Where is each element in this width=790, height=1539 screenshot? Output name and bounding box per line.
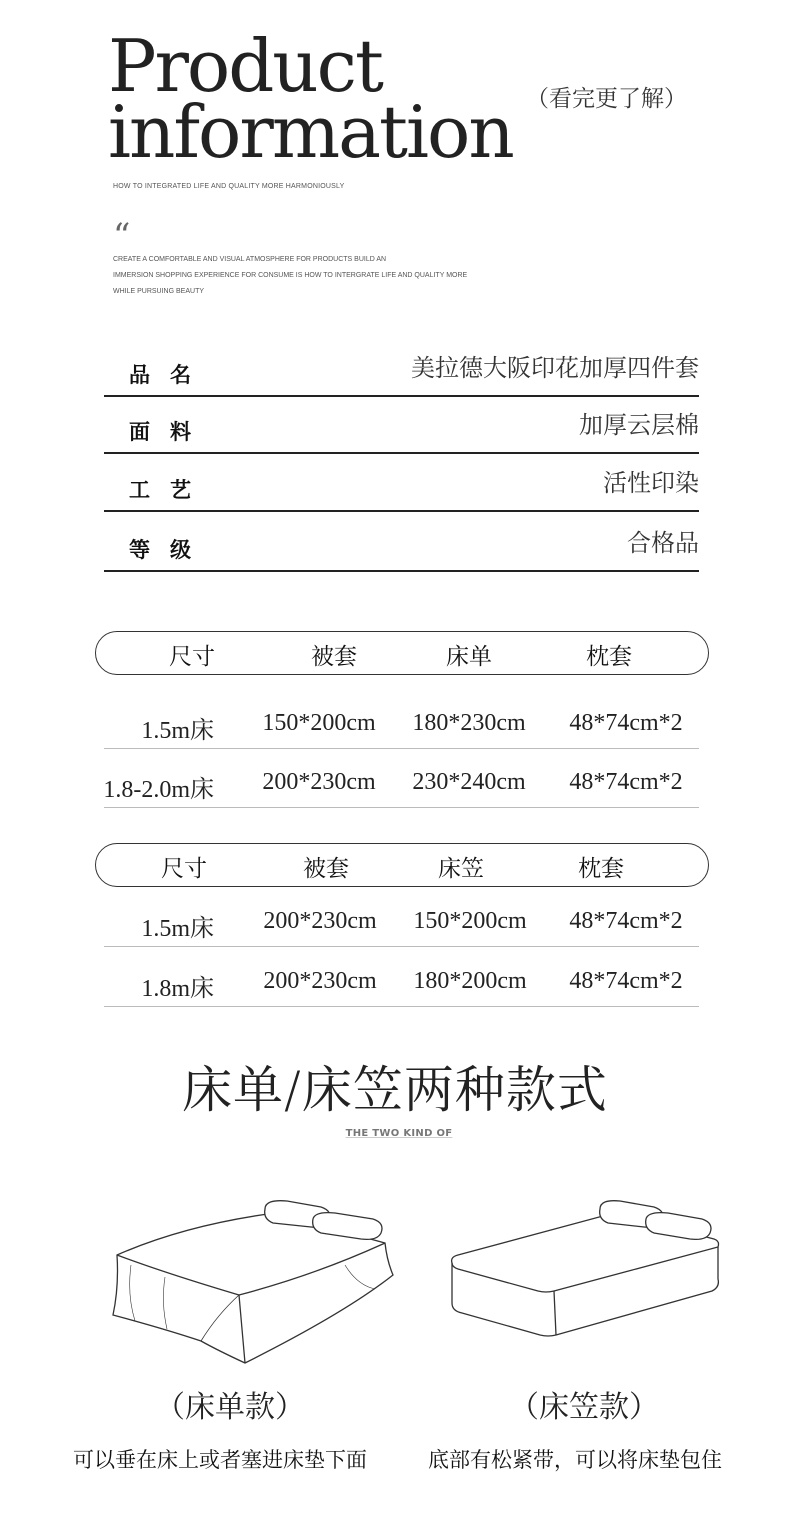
cell-pillowcase: 48*74cm*2	[569, 710, 683, 736]
info-row-craft	[104, 452, 699, 512]
table-row	[104, 749, 699, 808]
styles-title: 床单/床笠两种款式	[182, 1061, 608, 1119]
header-duvet: 被套	[303, 856, 349, 882]
header-pillowcase: 枕套	[586, 644, 632, 670]
info-label: 等级	[129, 538, 211, 562]
cell-pillowcase: 48*74cm*2	[569, 968, 683, 994]
flat-sheet-desc: 可以垂在床上或者塞进床垫下面	[73, 1448, 367, 1472]
info-value: 活性印染	[603, 469, 699, 497]
sheet-table-header	[95, 631, 709, 675]
cell-size: 1.5m床	[141, 718, 214, 744]
title-line-2: information	[108, 90, 513, 174]
cell-size: 1.8-2.0m床	[103, 777, 214, 803]
info-label: 品名	[129, 363, 211, 387]
cell-pillowcase: 48*74cm*2	[569, 769, 683, 795]
cell-duvet: 200*230cm	[262, 769, 376, 795]
cell-pillowcase: 48*74cm*2	[569, 908, 683, 934]
title-line-1: Product	[108, 24, 382, 108]
table-row	[104, 948, 699, 1007]
cell-sheet: 180*230cm	[412, 710, 526, 736]
cell-size: 1.8m床	[141, 976, 214, 1002]
header-fitted: 床笠	[438, 856, 484, 882]
cell-duvet: 200*230cm	[263, 908, 377, 934]
header-sheet: 床单	[446, 644, 492, 670]
header-size: 尺寸	[161, 856, 207, 882]
table-row	[104, 690, 699, 749]
cell-fitted: 150*200cm	[413, 908, 527, 934]
styles-subtitle: THE TWO KIND OF	[345, 1128, 453, 1139]
cell-sheet: 230*240cm	[412, 769, 526, 795]
header-duvet: 被套	[311, 644, 357, 670]
flat-sheet-bed-illustration	[105, 1195, 405, 1370]
cell-fitted: 180*200cm	[413, 968, 527, 994]
read-more-note: （看完更了解）	[526, 86, 687, 112]
flat-sheet-label: （床单款）	[155, 1390, 305, 1425]
info-row-fabric	[104, 395, 699, 454]
tagline: HOW TO INTEGRATED LIFE AND QUALITY MORE HARMONIOUSLY	[113, 183, 345, 190]
info-row-name	[104, 338, 699, 397]
fitted-sheet-desc: 底部有松紧带，可以将床垫包住	[428, 1448, 722, 1472]
blurb-line-2: IMMERSION SHOPPING EXPERIENCE FOR CONSUME IS HOW TO INTERGRATE LIFE AND QUALITY MORE	[113, 272, 468, 279]
fitted-sheet-bed-illustration	[444, 1195, 724, 1345]
info-label: 工艺	[129, 478, 211, 502]
blurb-line-1: CREATE A COMFORTABLE AND VISUAL ATMOSPHERE FOR PRODUCTS BUILD AN	[113, 256, 387, 263]
header-size: 尺寸	[169, 644, 215, 670]
table-row	[104, 888, 699, 947]
info-label: 面料	[129, 420, 211, 444]
blurb-line-3: WHILE PURSUING BEAUTY	[113, 288, 205, 295]
cell-size: 1.5m床	[141, 916, 214, 942]
info-value: 加厚云层棉	[579, 411, 699, 439]
fitted-sheet-label: （床笠款）	[509, 1390, 659, 1425]
info-value: 美拉德大阪印花加厚四件套	[411, 354, 699, 382]
cell-duvet: 200*230cm	[263, 968, 377, 994]
info-value: 合格品	[627, 529, 699, 557]
quote-mark-icon: “	[113, 216, 131, 256]
info-row-grade	[104, 511, 699, 572]
fitted-table-header	[95, 843, 709, 887]
header-pillowcase: 枕套	[578, 856, 624, 882]
cell-duvet: 150*200cm	[262, 710, 376, 736]
